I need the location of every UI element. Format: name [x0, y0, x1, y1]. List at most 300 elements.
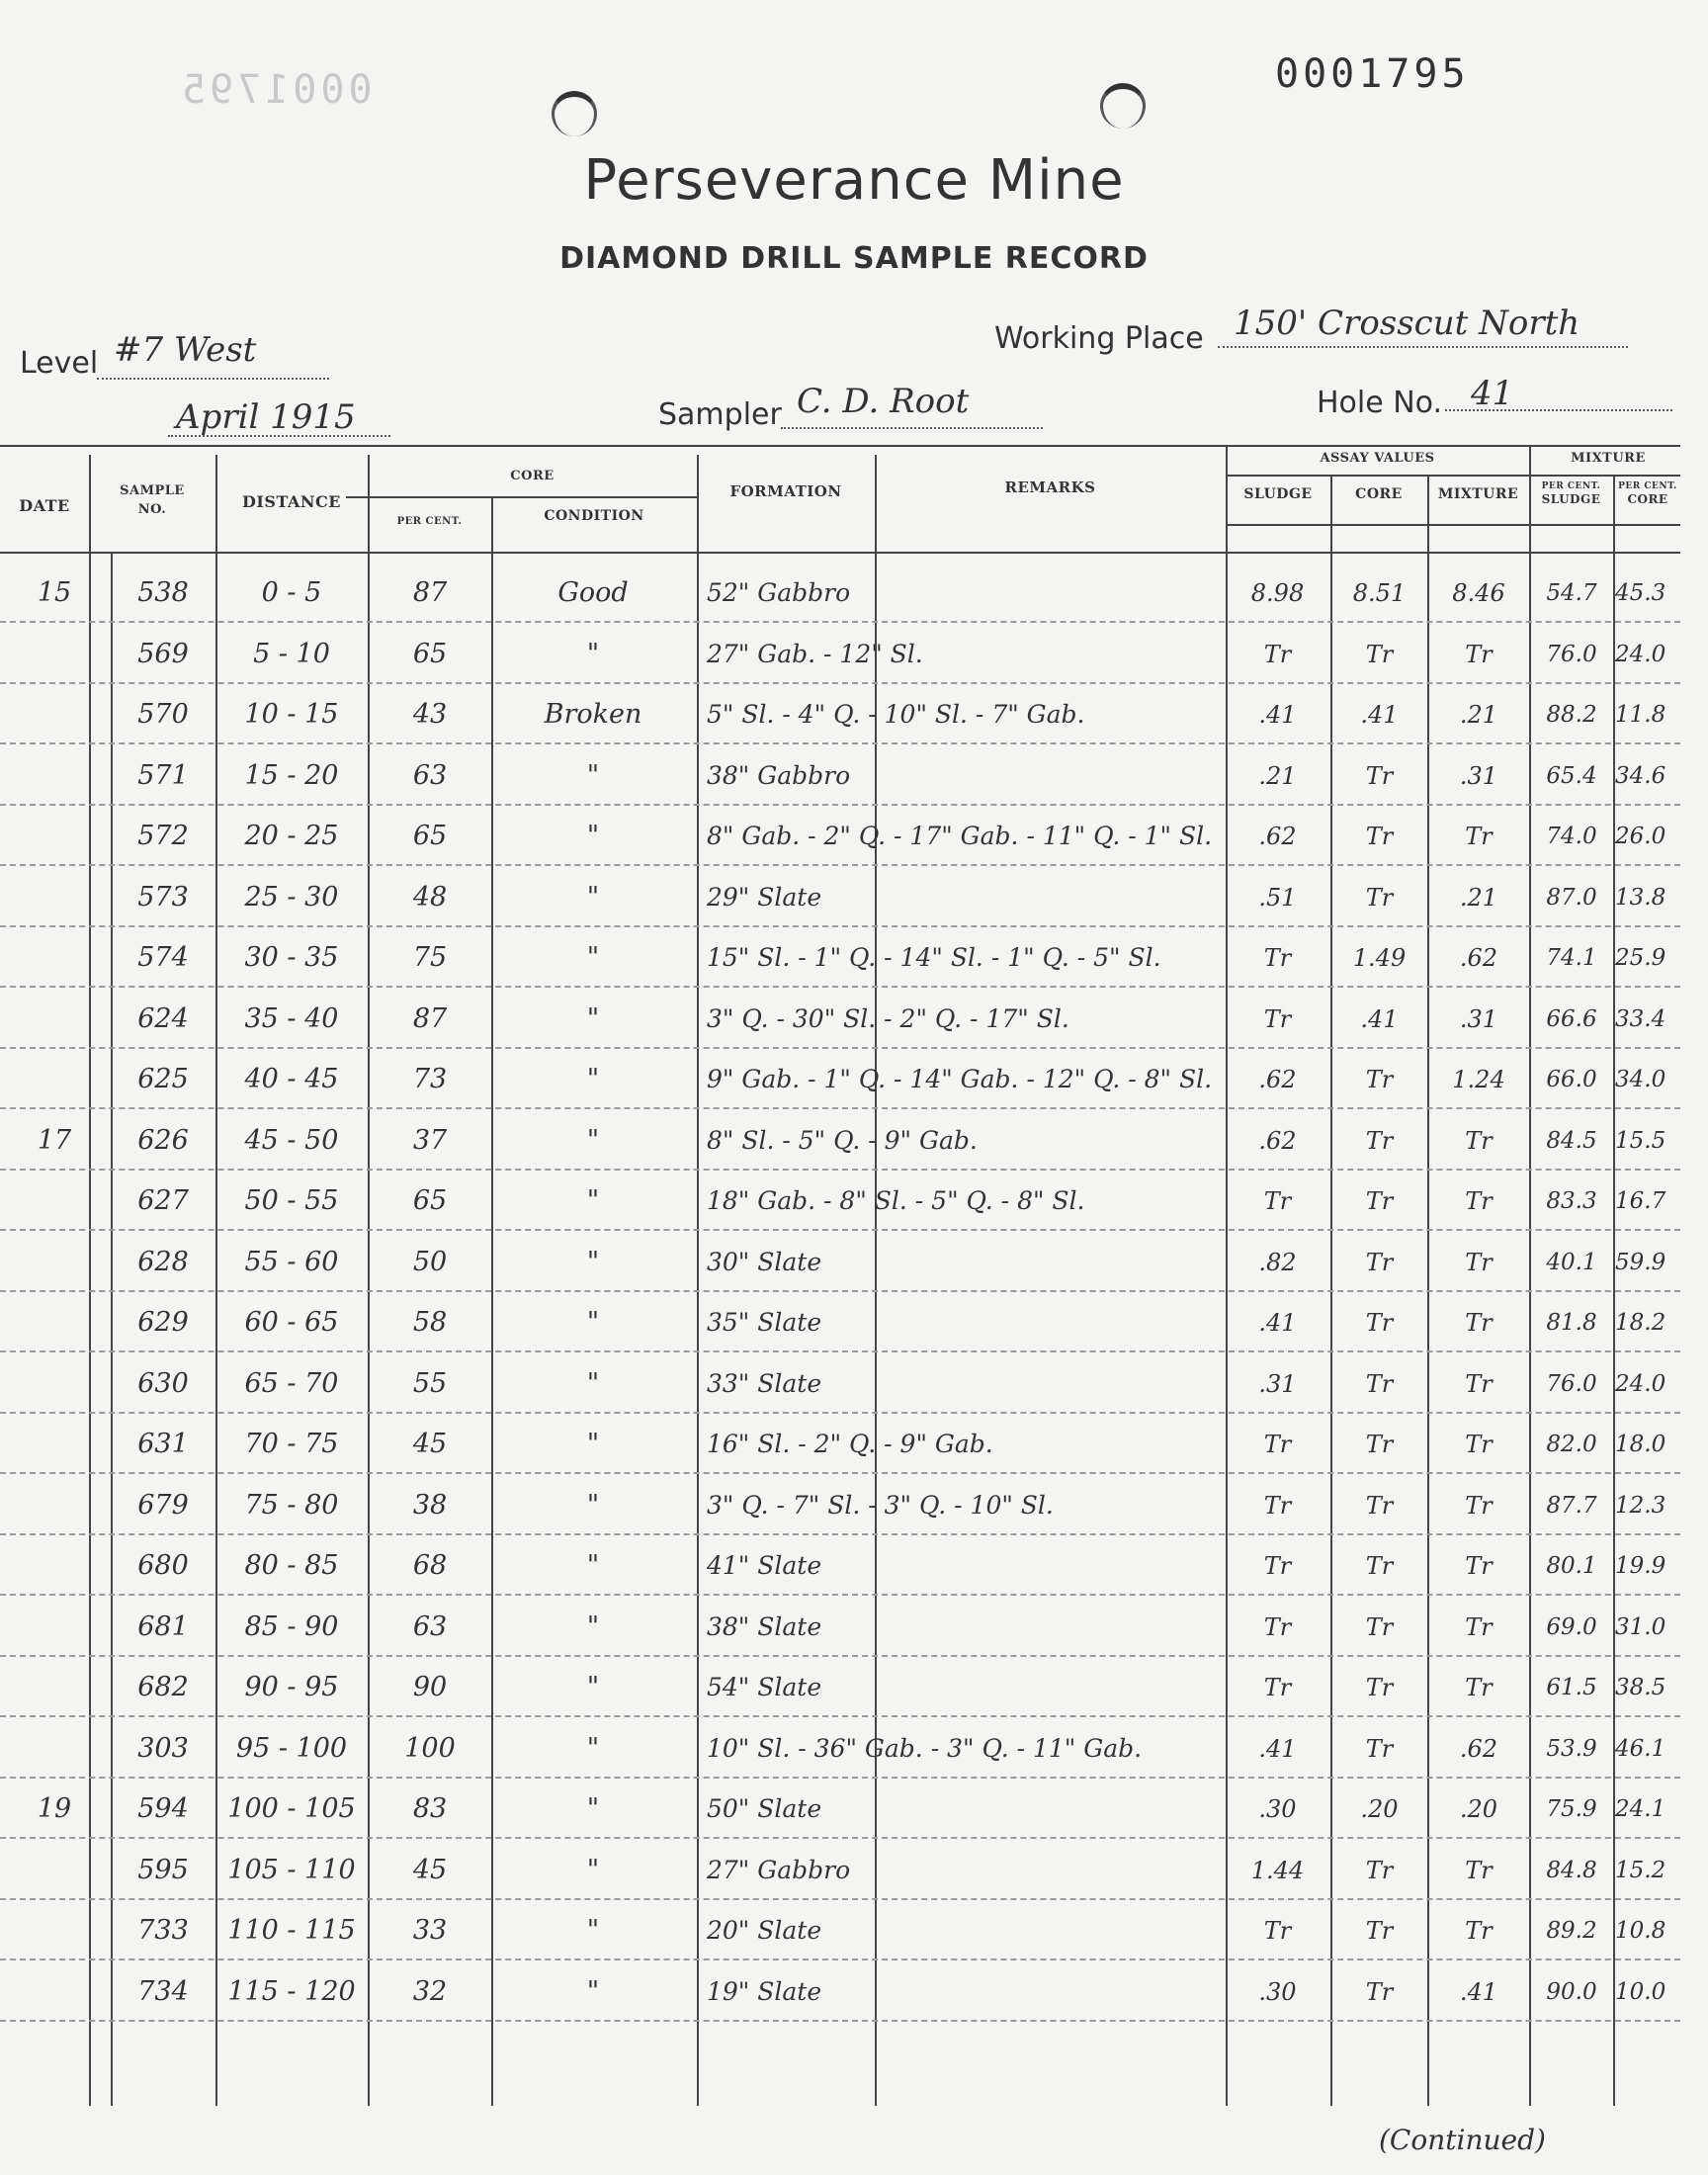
row-date: [20, 625, 89, 684]
table-top-rule: [0, 445, 1680, 447]
hole-no-value: 41: [1471, 374, 1514, 413]
row-sample-no: 573: [137, 881, 189, 913]
row-rule: [0, 742, 1680, 744]
row-date: [20, 868, 89, 927]
row-pct-sludge: 83.3: [1546, 1188, 1597, 1214]
row-sample-no: 628: [137, 1246, 189, 1277]
row-date: [20, 1293, 89, 1352]
header-mixture: MIXTURE: [1437, 486, 1519, 502]
row-formation: 50" Slate: [707, 1794, 822, 1823]
document-number-bleedthrough: 0001795: [178, 67, 373, 113]
row-date: 17: [37, 1124, 72, 1156]
row-core-percent: 87: [412, 577, 448, 608]
row-sample-no: 571: [137, 759, 189, 791]
row-core-percent: 38: [412, 1489, 448, 1521]
header-condition: CONDITION: [544, 508, 644, 524]
row-rule: [0, 1169, 1680, 1171]
table-row: [0, 1476, 1708, 1535]
row-distance: 30 - 35: [244, 942, 339, 973]
table-row: [0, 1841, 1708, 1900]
row-pct-sludge: 61.5: [1546, 1675, 1597, 1700]
row-core-percent: 100: [404, 1732, 456, 1764]
row-pct-core: 34.6: [1615, 762, 1666, 789]
row-pct-sludge: 69.0: [1546, 1613, 1597, 1640]
header-sample-line1: SAMPLE: [120, 483, 185, 498]
row-formation: 27" Gabbro: [707, 1855, 851, 1884]
page-title: Perseverance Mine: [583, 148, 1125, 213]
row-pct-core: 15.5: [1615, 1127, 1666, 1154]
row-assay-core: Tr: [1365, 1066, 1394, 1093]
sampler-value: C. D. Root: [797, 382, 970, 421]
row-formation: 10" Sl. - 36" Gab. - 3" Q. - 11" Gab.: [707, 1733, 1143, 1763]
row-pct-core: 45.3: [1615, 580, 1666, 606]
header-sludge: SLUDGE: [1243, 486, 1313, 502]
row-distance: 0 - 5: [261, 577, 322, 608]
row-sample-no: 538: [137, 577, 189, 608]
row-core-percent: 48: [412, 881, 448, 913]
row-assay-mixture: .21: [1459, 883, 1498, 912]
table-row: [0, 1780, 1708, 1839]
row-pct-sludge: 74.0: [1546, 824, 1597, 849]
row-formation: 18" Gab. - 8" Sl. - 5" Q. - 8" Sl.: [707, 1186, 1085, 1215]
row-pct-sludge: 90.0: [1546, 1978, 1597, 2005]
row-distance: 55 - 60: [244, 1246, 339, 1277]
table-row: [0, 1901, 1708, 1960]
header-pct-sludge-1: PER CENT.: [1541, 481, 1601, 491]
row-distance: 65 - 70: [244, 1367, 339, 1399]
table-row: [0, 625, 1708, 684]
row-rule: [0, 1594, 1680, 1596]
row-assay-core: Tr: [1365, 1856, 1394, 1884]
row-pct-sludge: 66.6: [1546, 1005, 1597, 1032]
row-pct-sludge: 76.0: [1546, 1370, 1597, 1397]
row-core-percent: 75: [412, 942, 448, 973]
row-sample-no: 303: [137, 1732, 189, 1764]
row-core-condition: ": [586, 821, 600, 851]
row-rule: [0, 1655, 1680, 1657]
row-assay-sludge: .41: [1258, 1734, 1297, 1763]
row-assay-mixture: Tr: [1465, 1126, 1493, 1155]
row-assay-core: Tr: [1365, 1248, 1394, 1276]
row-distance: 95 - 100: [235, 1732, 348, 1764]
row-core-condition: ": [586, 1367, 600, 1399]
row-assay-sludge: Tr: [1263, 1187, 1292, 1215]
row-date: [20, 1658, 89, 1717]
row-assay-sludge: .62: [1258, 1066, 1297, 1093]
row-assay-core: Tr: [1365, 1187, 1394, 1215]
row-core-percent: 68: [412, 1550, 448, 1581]
row-pct-core: 38.5: [1615, 1675, 1666, 1700]
row-rule: [0, 1350, 1680, 1352]
row-date: [20, 1901, 89, 1960]
punch-hole-left: [552, 91, 597, 136]
row-date: [20, 1354, 89, 1414]
row-date: [20, 807, 89, 866]
row-core-condition: ": [586, 1732, 600, 1764]
header-core: CORE: [510, 469, 555, 483]
row-core-condition: ": [586, 1307, 600, 1338]
table-row: [0, 685, 1708, 744]
sample-table: [0, 445, 1708, 2116]
row-assay-core: 8.51: [1352, 579, 1407, 607]
row-assay-mixture: Tr: [1465, 823, 1493, 850]
row-pct-core: 26.0: [1615, 824, 1666, 849]
row-core-percent: 33: [412, 1915, 448, 1946]
working-place-label: Working Place: [994, 321, 1204, 356]
row-pct-core: 18.0: [1615, 1432, 1666, 1457]
header-remarks: REMARKS: [1004, 478, 1096, 496]
row-assay-mixture: Tr: [1465, 1552, 1493, 1580]
row-assay-mixture: Tr: [1465, 1856, 1493, 1884]
row-assay-core: Tr: [1365, 640, 1394, 668]
row-core-condition: ": [586, 1975, 600, 2007]
row-pct-sludge: 82.0: [1546, 1432, 1597, 1457]
row-assay-core: Tr: [1365, 1126, 1394, 1155]
row-rule: [0, 1412, 1680, 1414]
row-distance: 40 - 45: [244, 1064, 339, 1094]
row-assay-mixture: Tr: [1465, 1612, 1493, 1641]
row-formation: 27" Gab. - 12" Sl.: [707, 639, 923, 668]
row-pct-sludge: 84.8: [1546, 1857, 1597, 1883]
row-formation: 9" Gab. - 1" Q. - 14" Gab. - 12" Q. - 8" Sl.: [707, 1065, 1213, 1093]
row-core-percent: 50: [412, 1246, 448, 1277]
row-formation: 30" Slate: [707, 1247, 822, 1276]
row-core-condition: ": [586, 1124, 600, 1156]
row-pct-sludge: 53.9: [1546, 1735, 1597, 1762]
row-assay-mixture: Tr: [1465, 1248, 1493, 1276]
header-mixture-group: MIXTURE: [1571, 451, 1646, 466]
row-pct-sludge: 75.9: [1546, 1796, 1597, 1822]
record-date: April 1915: [176, 397, 356, 437]
row-sample-no: 679: [137, 1489, 189, 1521]
header-pct-core: [1613, 480, 1682, 506]
row-rule: [0, 2020, 1680, 2022]
table-row: [0, 1233, 1708, 1292]
header-pct-core-2: CORE: [1627, 492, 1668, 506]
row-assay-mixture: Tr: [1465, 1431, 1493, 1458]
header-pct-sludge-2: SLUDGE: [1541, 492, 1601, 506]
row-formation: 3" Q. - 7" Sl. - 3" Q. - 10" Sl.: [707, 1490, 1054, 1520]
row-distance: 60 - 65: [244, 1307, 339, 1338]
row-distance: 80 - 85: [244, 1550, 339, 1581]
row-sample-no: 624: [137, 1002, 189, 1034]
row-assay-core: Tr: [1365, 883, 1394, 912]
row-core-condition: ": [586, 1854, 600, 1885]
row-sample-no: 733: [137, 1915, 189, 1946]
row-sample-no: 682: [137, 1672, 189, 1702]
row-assay-sludge: .62: [1258, 1126, 1297, 1155]
row-assay-sludge: .21: [1258, 761, 1297, 790]
row-assay-mixture: .20: [1459, 1795, 1498, 1823]
row-pct-core: 10.8: [1615, 1918, 1666, 1944]
row-rule: [0, 1777, 1680, 1779]
row-pct-core: 16.7: [1615, 1188, 1666, 1214]
table-row: [0, 1536, 1708, 1596]
row-formation: 5" Sl. - 4" Q. - 10" Sl. - 7" Gab.: [707, 700, 1085, 729]
row-assay-mixture: 1.24: [1452, 1066, 1505, 1093]
row-assay-mixture: 8.46: [1452, 579, 1505, 607]
table-row: [0, 928, 1708, 988]
table-row: [0, 1293, 1708, 1352]
row-assay-core: Tr: [1365, 1369, 1394, 1398]
row-distance: 110 - 115: [227, 1915, 356, 1946]
row-core-percent: 83: [412, 1793, 448, 1824]
row-distance: 45 - 50: [244, 1124, 339, 1156]
row-pct-sludge: 74.1: [1546, 945, 1597, 971]
row-assay-sludge: Tr: [1263, 1612, 1292, 1641]
level-value: #7 West: [114, 330, 257, 370]
row-distance: 5 - 10: [253, 638, 330, 669]
row-sample-no: 629: [137, 1307, 189, 1338]
row-assay-sludge: .31: [1258, 1369, 1297, 1398]
row-date: [20, 928, 89, 988]
row-formation: 3" Q. - 30" Sl. - 2" Q. - 17" Sl.: [707, 1003, 1069, 1033]
row-assay-sludge: Tr: [1263, 1004, 1292, 1033]
row-core-percent: 87: [412, 1002, 448, 1034]
row-sample-no: 625: [137, 1064, 189, 1094]
row-rule: [0, 1958, 1680, 1960]
row-rule: [0, 1229, 1680, 1231]
row-assay-sludge: .41: [1258, 1309, 1297, 1337]
row-sample-no: 572: [137, 821, 189, 851]
row-distance: 100 - 105: [227, 1793, 356, 1824]
header-pct-sludge: [1529, 480, 1613, 506]
row-core-percent: 45: [412, 1429, 448, 1459]
row-assay-core: .20: [1360, 1795, 1399, 1823]
row-date: [20, 1841, 89, 1900]
row-sample-no: 595: [137, 1854, 189, 1885]
row-formation: 38" Slate: [707, 1611, 822, 1641]
table-row: [0, 1598, 1708, 1657]
row-core-percent: 63: [412, 1610, 448, 1642]
row-core-condition: ": [586, 1064, 600, 1094]
row-core-condition: Good: [557, 577, 629, 608]
row-date: 19: [37, 1793, 72, 1824]
row-rule: [0, 1107, 1680, 1109]
header-sample-line2: NO.: [137, 502, 167, 517]
row-date: [20, 1233, 89, 1292]
row-assay-core: .41: [1360, 1004, 1399, 1033]
header-pct-core-1: PER CENT.: [1618, 481, 1677, 491]
table-row: [0, 1050, 1708, 1109]
row-formation: 52" Gabbro: [707, 578, 851, 607]
row-core-condition: ": [586, 1672, 600, 1702]
table-row: [0, 1719, 1708, 1779]
row-date: [20, 746, 89, 806]
row-assay-sludge: Tr: [1263, 640, 1292, 668]
row-distance: 75 - 80: [244, 1489, 339, 1521]
table-row: [0, 1111, 1708, 1171]
row-rule: [0, 1472, 1680, 1474]
row-formation: 8" Gab. - 2" Q. - 17" Gab. - 11" Q. - 1" Sl.: [707, 822, 1213, 850]
row-date: [20, 1415, 89, 1474]
row-core-condition: ": [586, 1915, 600, 1946]
document-number: 0001795: [1275, 51, 1470, 97]
row-assay-mixture: .41: [1459, 1977, 1498, 2006]
row-sample-no: 594: [137, 1793, 189, 1824]
row-date: [20, 1962, 89, 2022]
row-formation: 54" Slate: [707, 1673, 822, 1701]
row-rule: [0, 804, 1680, 806]
row-rule: [0, 682, 1680, 684]
row-core-percent: 65: [412, 1185, 448, 1216]
row-distance: 115 - 120: [227, 1975, 356, 2007]
row-assay-sludge: Tr: [1263, 944, 1292, 972]
row-assay-sludge: Tr: [1263, 1431, 1292, 1458]
row-assay-sludge: Tr: [1263, 1552, 1292, 1580]
row-pct-sludge: 40.1: [1546, 1249, 1597, 1275]
row-pct-sludge: 89.2: [1546, 1918, 1597, 1944]
header-percent: PER CENT.: [396, 516, 463, 527]
row-distance: 105 - 110: [227, 1854, 356, 1885]
row-assay-core: Tr: [1365, 1309, 1394, 1337]
row-pct-sludge: 65.4: [1546, 762, 1597, 789]
row-pct-sludge: 88.2: [1546, 702, 1597, 728]
row-assay-core: Tr: [1365, 1491, 1394, 1520]
row-pct-core: 25.9: [1615, 945, 1666, 971]
table-row: [0, 990, 1708, 1049]
row-core-percent: 43: [412, 699, 448, 730]
row-core-percent: 58: [412, 1307, 448, 1338]
row-sample-no: 570: [137, 699, 189, 730]
row-formation: 41" Slate: [707, 1551, 822, 1580]
row-assay-mixture: Tr: [1465, 640, 1493, 668]
row-distance: 90 - 95: [244, 1672, 339, 1702]
row-core-percent: 90: [412, 1672, 448, 1702]
sampler-label: Sampler: [658, 397, 782, 432]
row-distance: 50 - 55: [244, 1185, 339, 1216]
row-assay-mixture: .31: [1459, 1004, 1498, 1033]
row-core-percent: 45: [412, 1854, 448, 1885]
row-assay-core: Tr: [1365, 823, 1394, 850]
row-assay-sludge: .30: [1258, 1795, 1297, 1823]
header-distance: DISTANCE: [242, 492, 341, 511]
row-assay-mixture: .21: [1459, 701, 1498, 729]
table-row: [0, 1415, 1708, 1474]
row-assay-core: Tr: [1365, 1431, 1394, 1458]
row-pct-core: 15.2: [1615, 1857, 1666, 1883]
row-sample-no: 680: [137, 1550, 189, 1581]
row-pct-core: 11.8: [1615, 702, 1666, 728]
row-pct-sludge: 80.1: [1546, 1553, 1597, 1579]
row-core-condition: ": [586, 1610, 600, 1642]
row-assay-sludge: .51: [1258, 883, 1297, 912]
working-place-value: 150' Crosscut North: [1234, 304, 1580, 343]
row-assay-core: Tr: [1365, 1674, 1394, 1701]
page-subtitle: DIAMOND DRILL SAMPLE RECORD: [559, 241, 1149, 276]
row-core-condition: ": [586, 942, 600, 973]
row-pct-core: 46.1: [1615, 1735, 1666, 1762]
row-formation: 19" Slate: [707, 1976, 822, 2006]
row-distance: 20 - 25: [244, 821, 339, 851]
row-sample-no: 631: [137, 1429, 189, 1459]
row-assay-core: Tr: [1365, 1977, 1394, 2006]
row-pct-core: 10.0: [1615, 1978, 1666, 2005]
row-sample-no: 569: [137, 638, 189, 669]
row-assay-core: .41: [1360, 701, 1399, 729]
row-pct-core: 31.0: [1615, 1613, 1666, 1640]
row-distance: 10 - 15: [244, 699, 339, 730]
row-date: [20, 1719, 89, 1779]
row-pct-sludge: 84.5: [1546, 1127, 1597, 1154]
row-core-condition: ": [586, 881, 600, 913]
table-row: [0, 1962, 1708, 2022]
row-assay-mixture: .62: [1459, 944, 1498, 972]
row-pct-core: 24.0: [1615, 1370, 1666, 1397]
hole-no-label: Hole No.: [1317, 386, 1443, 420]
table-row: [0, 1354, 1708, 1414]
row-core-condition: ": [586, 1002, 600, 1034]
header-sample-no: [91, 484, 214, 516]
row-assay-sludge: 8.98: [1250, 579, 1305, 607]
row-rule: [0, 864, 1680, 866]
row-core-condition: ": [586, 1429, 600, 1459]
row-pct-sludge: 87.0: [1546, 884, 1597, 911]
table-row: [0, 746, 1708, 806]
row-core-condition: ": [586, 1550, 600, 1581]
row-formation: 38" Gabbro: [707, 760, 851, 790]
row-assay-core: Tr: [1365, 1612, 1394, 1641]
row-assay-mixture: .62: [1459, 1734, 1498, 1763]
row-date: [20, 685, 89, 744]
row-assay-mixture: Tr: [1465, 1309, 1493, 1337]
row-rule: [0, 1047, 1680, 1049]
table-row: [0, 1172, 1708, 1231]
header-date: DATE: [19, 496, 70, 515]
row-pct-core: 13.8: [1615, 884, 1666, 911]
row-rule: [0, 1898, 1680, 1900]
row-sample-no: 681: [137, 1610, 189, 1642]
row-core-percent: 32: [412, 1975, 448, 2007]
level-underline: [97, 378, 329, 380]
table-row: [0, 868, 1708, 927]
row-formation: 16" Sl. - 2" Q. - 9" Gab.: [707, 1430, 993, 1458]
assay-group-rule: [1226, 475, 1680, 477]
row-formation: 35" Slate: [707, 1308, 822, 1337]
row-assay-mixture: Tr: [1465, 1917, 1493, 1945]
table-row: [0, 564, 1708, 623]
row-formation: 29" Slate: [707, 882, 822, 912]
row-pct-sludge: 54.7: [1546, 580, 1597, 606]
row-formation: 8" Sl. - 5" Q. - 9" Gab.: [707, 1125, 978, 1155]
level-label: Level: [20, 346, 99, 381]
row-rule: [0, 621, 1680, 623]
row-assay-sludge: 1.44: [1250, 1856, 1305, 1884]
header-assay-values: ASSAY VALUES: [1320, 451, 1435, 466]
row-core-condition: ": [586, 759, 600, 791]
punch-hole-right: [1100, 83, 1146, 129]
row-sample-no: 734: [137, 1975, 189, 2007]
row-pct-sludge: 81.8: [1546, 1310, 1597, 1336]
core-rule: [346, 496, 697, 498]
row-sample-no: 574: [137, 942, 189, 973]
row-core-percent: 73: [412, 1064, 448, 1094]
row-assay-mixture: Tr: [1465, 1187, 1493, 1215]
row-assay-mixture: .31: [1459, 761, 1498, 790]
row-core-percent: 55: [412, 1367, 448, 1399]
row-pct-core: 18.2: [1615, 1310, 1666, 1336]
row-date: [20, 1598, 89, 1657]
row-formation: 20" Slate: [707, 1916, 822, 1945]
row-pct-core: 19.9: [1615, 1553, 1666, 1579]
row-core-condition: ": [586, 1246, 600, 1277]
row-core-condition: ": [586, 1793, 600, 1824]
row-core-condition: Broken: [544, 699, 642, 730]
row-assay-core: Tr: [1365, 1917, 1394, 1945]
row-assay-core: Tr: [1365, 1734, 1394, 1763]
row-pct-core: 34.0: [1615, 1067, 1666, 1092]
row-rule: [0, 1290, 1680, 1292]
